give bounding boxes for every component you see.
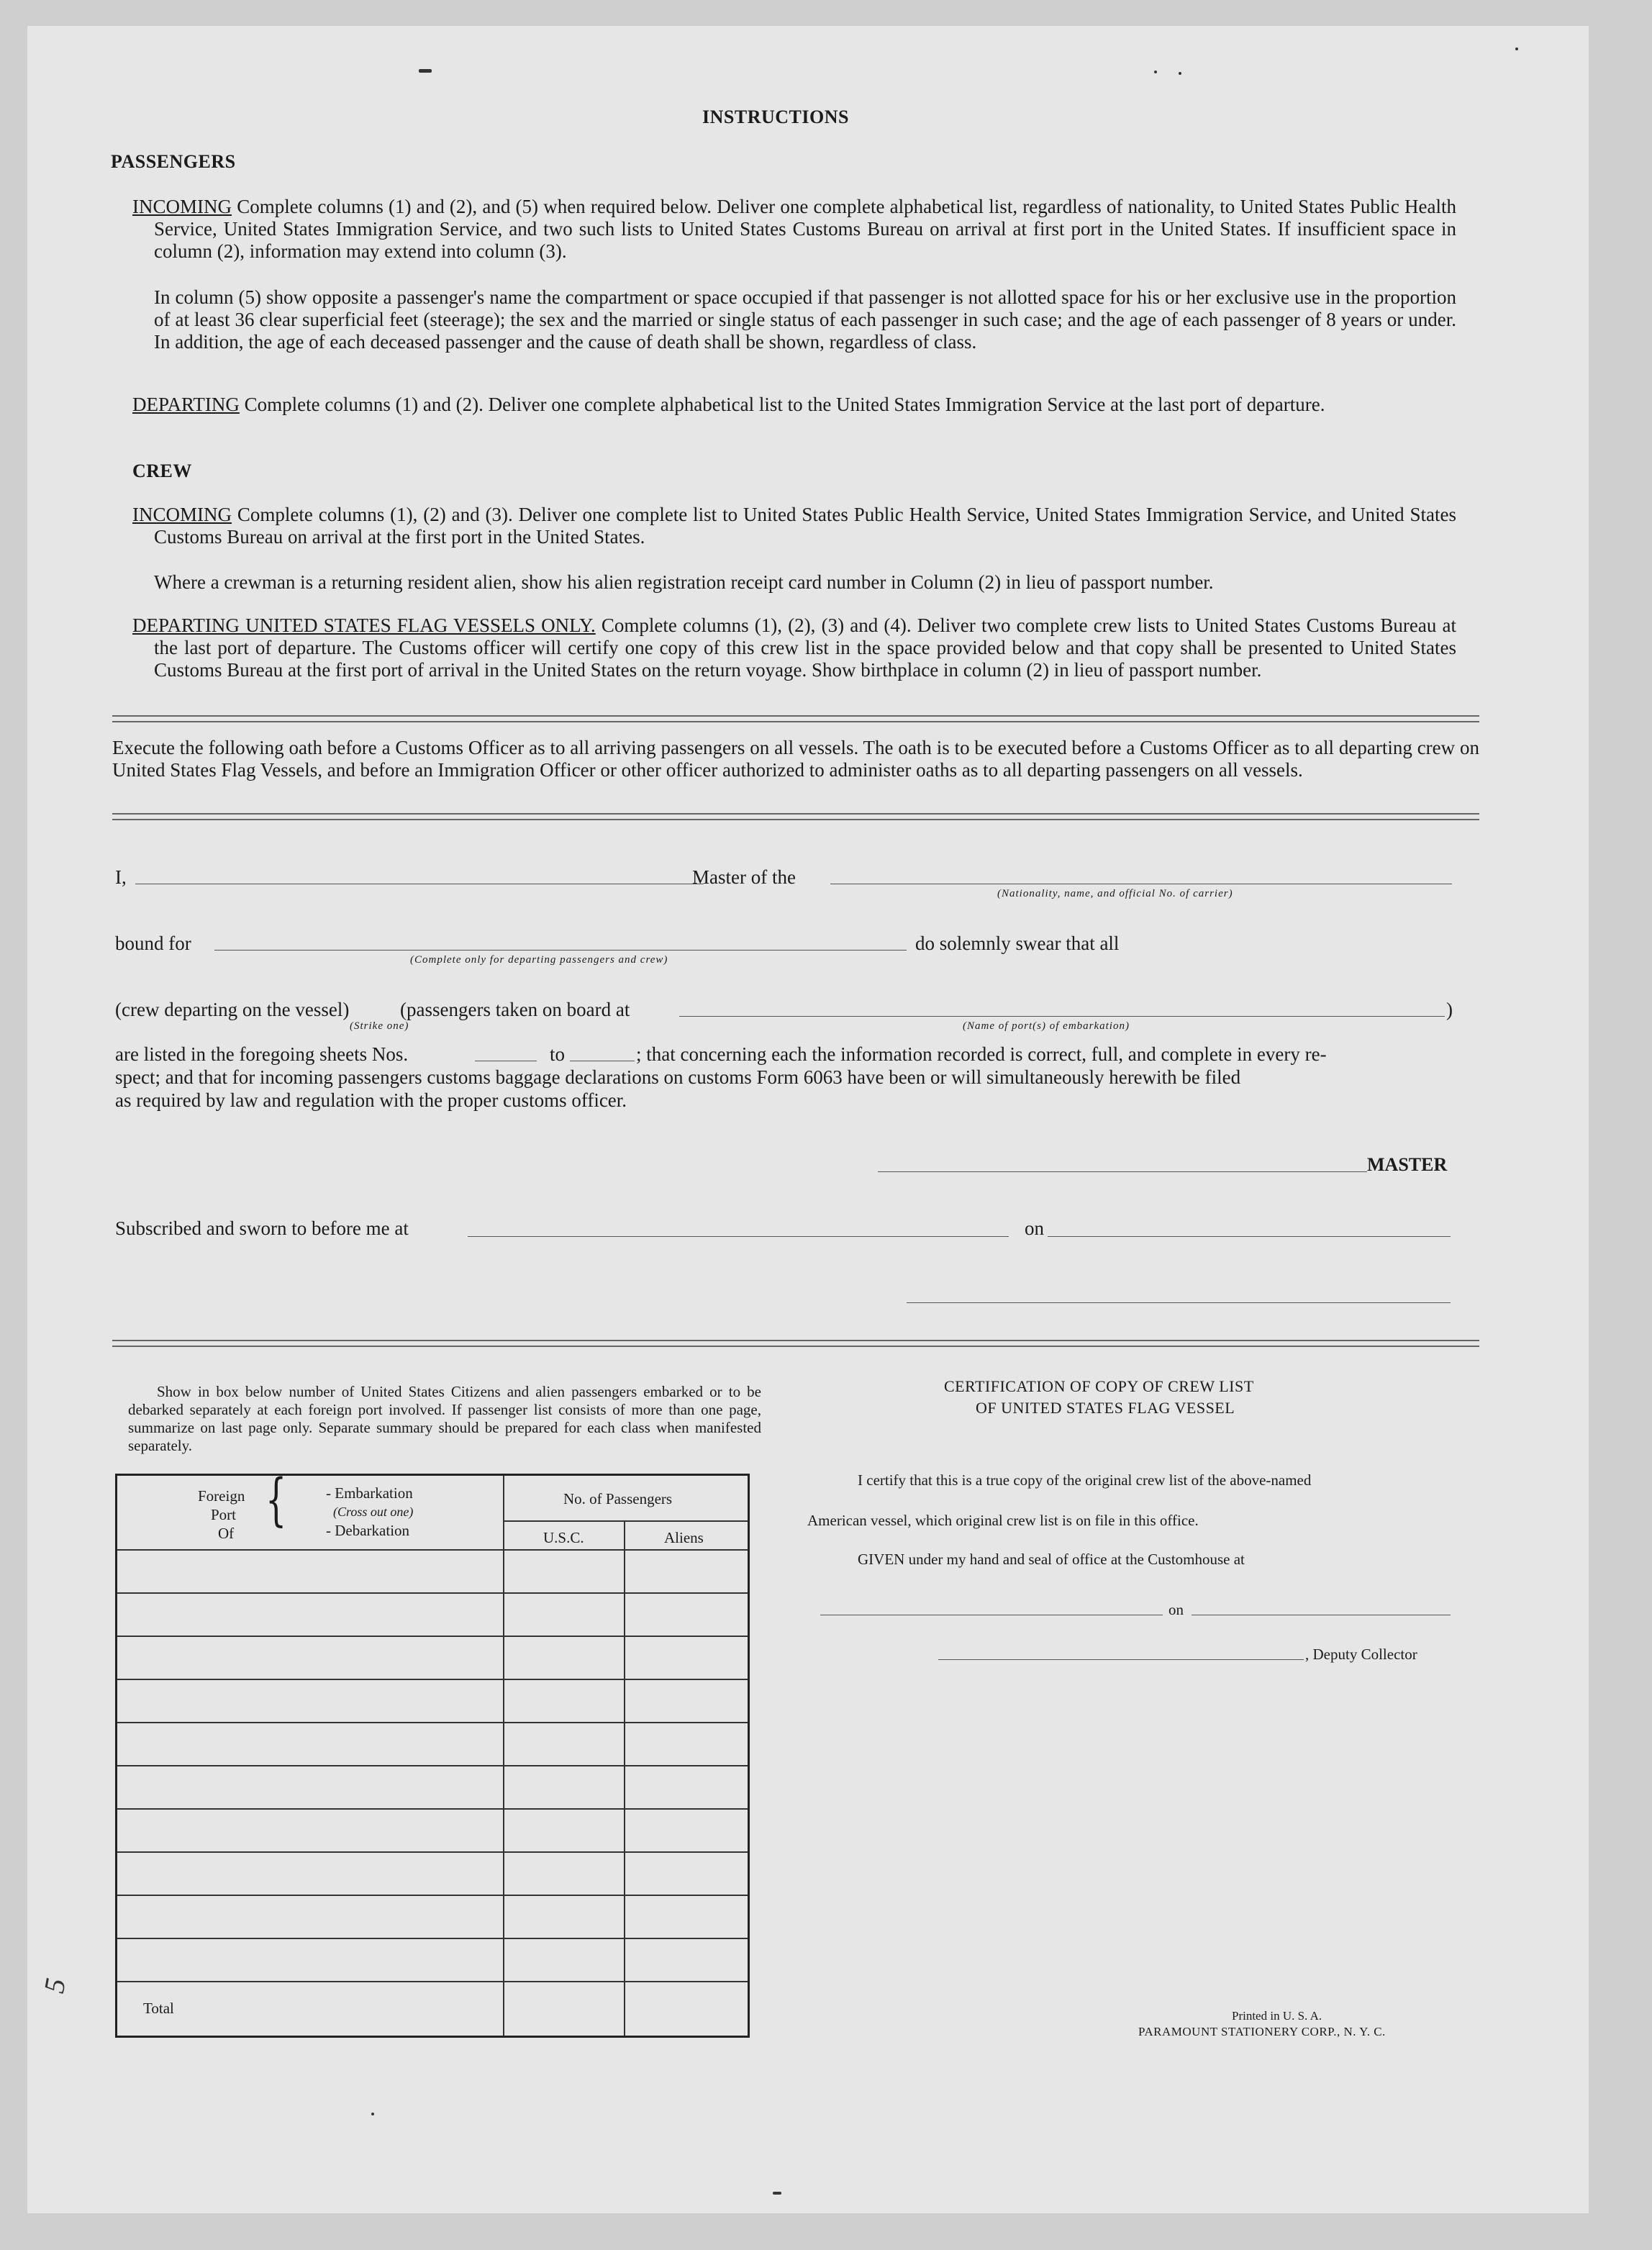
total-label: Total — [143, 2000, 174, 2017]
close-paren: ) — [1446, 999, 1453, 1020]
oath-i-label: I, — [115, 866, 127, 888]
subscribed-date-line — [1048, 1236, 1451, 1237]
passengers-taken-option: (passengers taken on board at — [400, 999, 630, 1020]
subheader-rule — [503, 1520, 748, 1522]
listed-to-label: to — [550, 1043, 566, 1065]
master-signature-line — [878, 1171, 1367, 1172]
column-divider-2 — [624, 1520, 625, 2036]
oath-divider — [112, 813, 1479, 820]
table-row-rule — [117, 1592, 748, 1594]
table-row-rule — [117, 1981, 748, 1982]
subscribed-place-line — [468, 1236, 1009, 1237]
given-line: GIVEN under my hand and seal of office at the Customhouse at — [858, 1551, 1245, 1568]
table-row-rule — [117, 1895, 748, 1896]
officer-signature-line — [907, 1302, 1451, 1303]
summary-note: Show in box below number of United States Citizens and alien passengers embarked or to be debarked separately at each foreign port involved. If passenger list consists of more than one page, summarize on last page only. Separate summary should be prepared for each class when manifested separately. — [128, 1383, 761, 1454]
certify-line-1: I certify that this is a true copy of the original crew list of the above-named — [858, 1471, 1312, 1489]
passengers-column5-paragraph: In column (5) show opposite a passenger's name the compartment or space occupied if that passenger is not allotted space for his or her exclusive use in the proportion of at least 36 clear superficial feet (steerage); the sex and the married or single status of each passenger in such case; and the age of each passenger of 8 years or under. In addition, the age of each deceased passenger and the cause of death shall be shown, regardless of class. — [154, 286, 1456, 353]
debarkation-label: - Debarkation — [326, 1522, 410, 1539]
table-row-rule — [117, 1679, 748, 1680]
passengers-incoming-lead: INCOMING — [132, 196, 232, 217]
crew-incoming-lead: INCOMING — [132, 504, 232, 525]
deputy-signature-line — [938, 1659, 1304, 1660]
crew-heading: CREW — [132, 461, 192, 481]
document-page — [27, 26, 1589, 2213]
aliens-header: Aliens — [664, 1529, 704, 1546]
scan-speck — [773, 2192, 781, 2195]
embarkation-label: - Embarkation — [326, 1484, 413, 1502]
passengers-heading: PASSENGERS — [111, 151, 236, 172]
table-row-rule — [117, 1938, 748, 1939]
no-of-passengers-header: No. of Passengers — [563, 1490, 673, 1507]
listed-line-3: as required by law and regulation with the proper customs officer. — [115, 1089, 627, 1111]
bound-for-line — [214, 950, 907, 951]
scan-speck — [1515, 47, 1518, 50]
handwritten-mark: 5 — [37, 1975, 72, 1996]
certify-line-2: American vessel, which original crew list is on file in this office. — [807, 1512, 1199, 1529]
master-signature-label: MASTER — [1367, 1154, 1448, 1175]
scan-speck — [1154, 71, 1157, 73]
crew-returning-paragraph: Where a crewman is a returning resident alien, show his alien registration receipt card number in Column (2) in lieu of passport number. — [154, 571, 1214, 593]
crew-departing-text: Complete columns (1), (2), (3) and (4). Deliver two complete crew lists to United States Customs Bureau at the last port of departure. The Customs officer will certify one copy of this crew list in the space provided below and that copy shall be presented to United States Customs Bureau at the first port of arrival in the United States on the return voyage. Show birthplace in column (2) in lieu of passport number. — [154, 614, 1456, 681]
crew-departing-paragraph — [132, 614, 1456, 681]
certification-on-label: on — [1168, 1601, 1184, 1618]
passengers-departing-lead: DEPARTING — [132, 394, 240, 415]
scan-speck — [1179, 72, 1181, 75]
passengers-incoming-paragraph — [132, 196, 1456, 263]
listed-text-a: are listed in the foregoing sheets Nos. — [115, 1043, 409, 1065]
passenger-summary-table — [115, 1466, 750, 2038]
passengers-departing-text: Complete columns (1) and (2). Deliver one complete alphabetical list to the United States Immigration Service at the last port of departure. — [239, 394, 1325, 415]
printer-name: PARAMOUNT STATIONERY CORP., N. Y. C. — [1138, 2025, 1386, 2038]
lower-divider — [112, 1340, 1479, 1347]
crew-departing-lead: DEPARTING UNITED STATES FLAG VESSELS ONLY. — [132, 614, 596, 636]
crew-incoming-text: Complete columns (1), (2) and (3). Deliver one complete list to United States Public Health Service, United States Immigration Service, and United States Customs Bureau on arrival at the first port in the United States. — [154, 504, 1456, 548]
usc-header: U.S.C. — [543, 1529, 584, 1546]
table-row-rule — [117, 1851, 748, 1853]
subscribed-label: Subscribed and sworn to before me at — [115, 1217, 409, 1239]
listed-text-b: ; that concerning each the information recorded is correct, full, and complete in every re- — [636, 1043, 1327, 1065]
brace-icon: { — [266, 1466, 287, 1533]
scan-speck — [419, 69, 432, 73]
oath-execute-paragraph: Execute the following oath before a Customs Officer as to all arriving passengers on all vessels. The oath is to be executed before a Customs Officer as to all departing crew on United States Flag Vessels, and before an Immigration Officer or other officer authorized to administer oaths as to all departing passengers on all vessels. — [112, 737, 1479, 781]
instructions-title: INSTRUCTIONS — [702, 106, 849, 127]
foreign-label: Foreign — [198, 1487, 245, 1505]
printed-in-usa: Printed in U. S. A. — [1232, 2009, 1322, 2023]
strike-one-caption: (Strike one) — [350, 1020, 409, 1032]
section-divider — [112, 715, 1479, 722]
ports-line — [679, 1016, 1445, 1017]
certification-title-2: OF UNITED STATES FLAG VESSEL — [976, 1399, 1235, 1417]
master-of-the-label: Master of the — [692, 866, 796, 888]
swear-label: do solemnly swear that all — [915, 933, 1120, 954]
table-row-rule — [117, 1808, 748, 1810]
ports-caption: (Name of port(s) of embarkation) — [963, 1020, 1130, 1032]
deputy-collector-label: , Deputy Collector — [1305, 1646, 1417, 1663]
passengers-departing-paragraph — [132, 394, 1456, 416]
cross-out-note: (Cross out one) — [333, 1505, 414, 1519]
column-divider-1 — [503, 1476, 504, 2036]
crew-incoming-paragraph — [132, 504, 1456, 548]
subscribed-on-label: on — [1025, 1217, 1044, 1239]
port-label: Port — [211, 1506, 237, 1523]
bound-for-caption: (Complete only for departing passengers and crew) — [410, 954, 668, 966]
scan-speck — [371, 2113, 374, 2115]
crew-departing-option: (crew departing on the vessel) — [115, 999, 350, 1020]
table-row-rule — [117, 1549, 748, 1551]
table-row-rule — [117, 1722, 748, 1723]
of-label: Of — [218, 1525, 235, 1542]
bound-for-label: bound for — [115, 933, 191, 954]
table-row-rule — [117, 1765, 748, 1766]
passengers-incoming-text: Complete columns (1) and (2), and (5) when required below. Deliver one complete alphabetical list, regardless of nationality, to United States Public Health Service, United States Immigration Service, and two such lists to United States Customs Bureau on arrival at first port in the United States. If insufficient space in column (2), information may extend into column (3). — [154, 196, 1456, 262]
certification-title-1: CERTIFICATION OF COPY OF CREW LIST — [944, 1377, 1254, 1395]
table-row-rule — [117, 1636, 748, 1637]
listed-line-2: spect; and that for incoming passengers customs baggage declarations on customs Form 6063 have been or will simultaneously herewith be filed — [115, 1066, 1241, 1088]
carrier-caption: (Nationality, name, and official No. of carrier) — [997, 888, 1233, 899]
